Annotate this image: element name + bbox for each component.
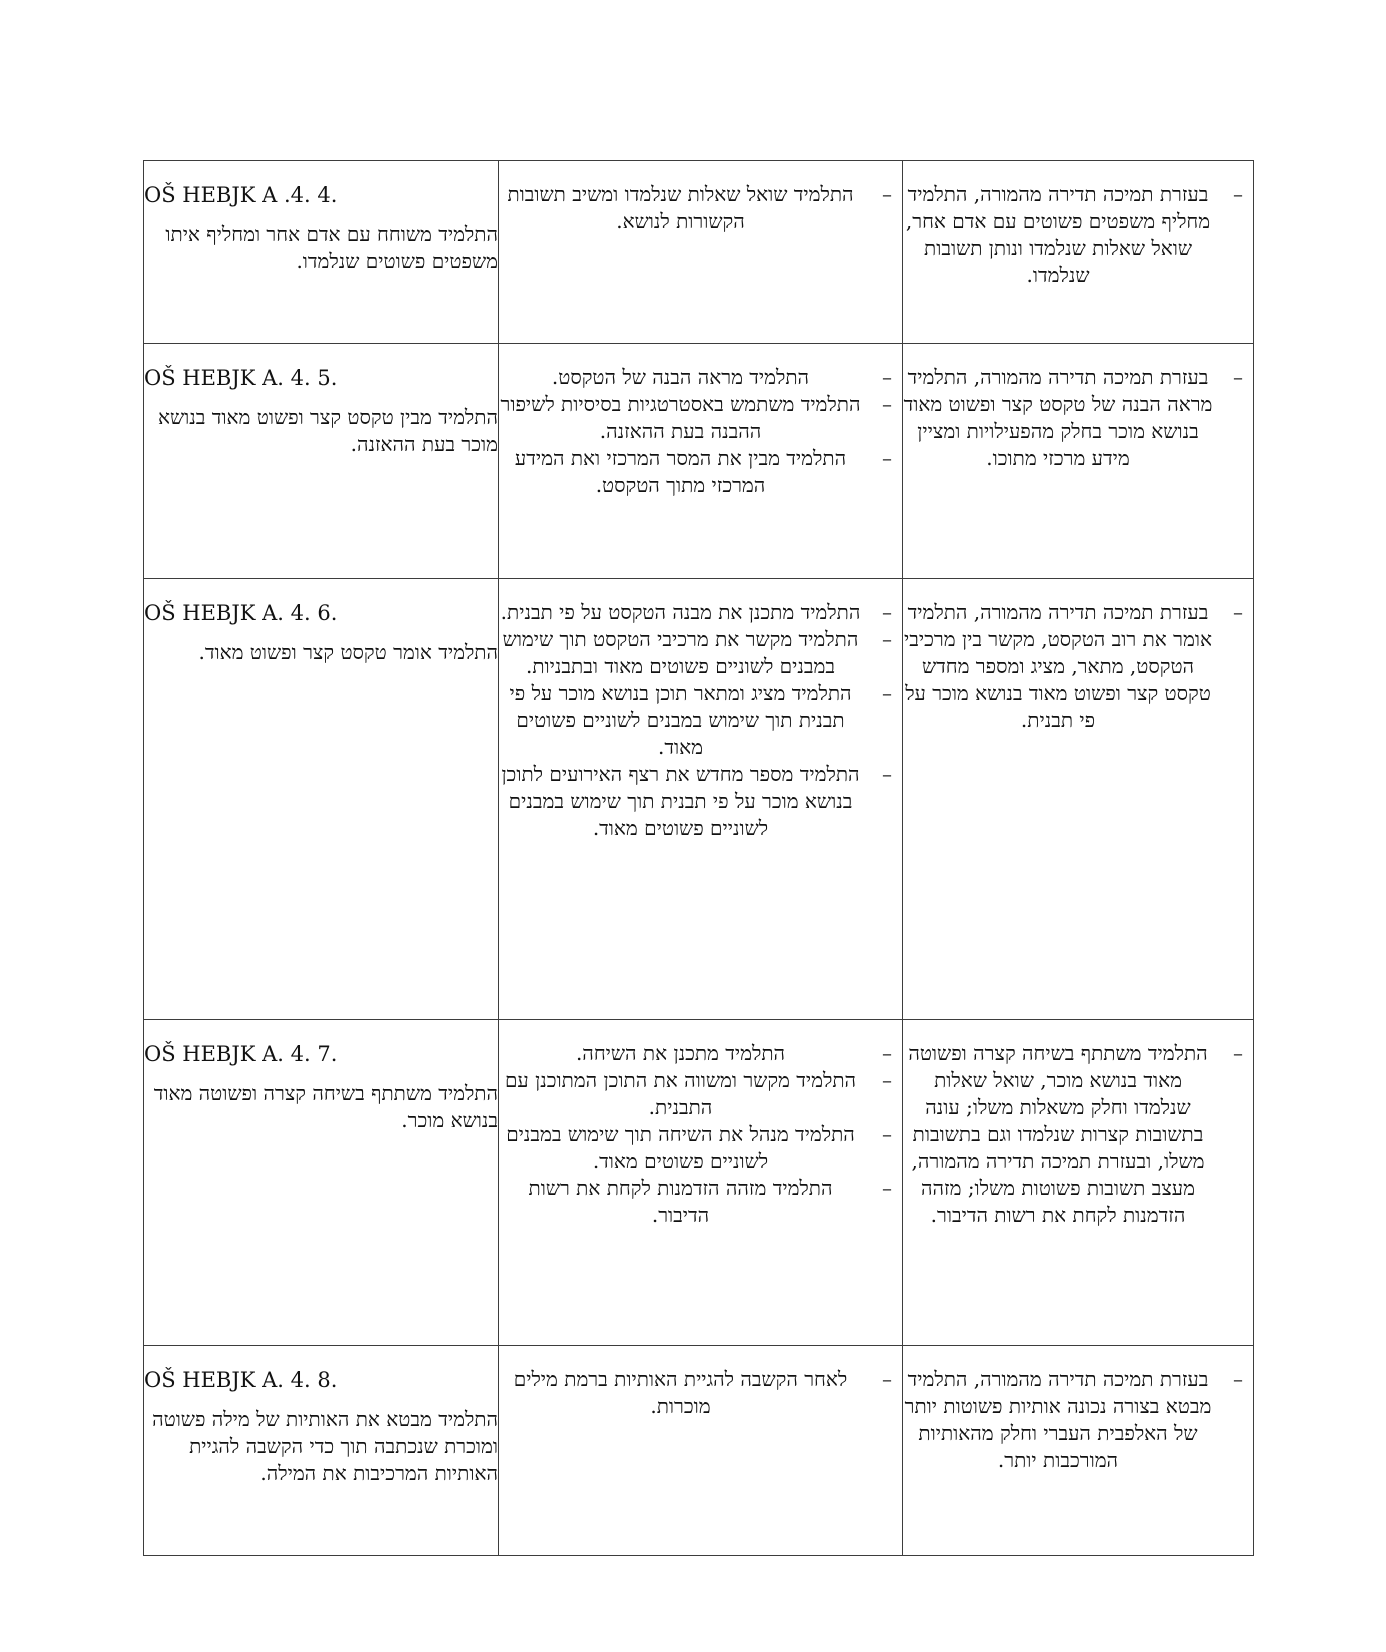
list-item-text: התלמיד משתמש באסטרטגיות בסיסיות לשיפור ההבנה בעת ההאזנה.	[500, 392, 861, 443]
list-item	[499, 1121, 902, 1175]
standard-description: התלמיד אומר טקסט קצר ופשוט מאוד.	[198, 640, 498, 664]
standard-description: התלמיד מבטא את האותיות של מילה פשוטה ומוכרת שנכתבה תוך כדי הקשבה להגיית האותיות המרכיבות את המילה.	[152, 1407, 498, 1485]
outcomes-cell	[499, 1346, 903, 1556]
list-item	[903, 181, 1253, 289]
standard-description: התלמיד מבין טקסט קצר ופשוט מאוד בנושא מוכר בעת ההאזנה.	[158, 405, 498, 456]
list-item	[903, 1366, 1253, 1474]
list-item-text: התלמיד מקשר ומשווה את התוכן המתוכנן עם התבנית.	[504, 1068, 857, 1119]
outcomes-cell	[499, 579, 903, 1020]
list-item	[499, 1040, 902, 1067]
table-body	[144, 161, 1254, 1556]
standard-code: OŠ HEBJK A. 4. 7.	[144, 1042, 338, 1066]
dash-bullet-marker: –	[882, 392, 892, 416]
dash-bullet-marker: –	[1233, 182, 1243, 206]
dash-bullet-marker: –	[882, 182, 892, 206]
list-item	[499, 761, 902, 842]
curriculum-standards-table	[143, 160, 1254, 1556]
standard-description: התלמיד משתתף בשיחה קצרה ופשוטה מאוד בנושא מוכר.	[153, 1081, 498, 1132]
table-row	[144, 344, 1254, 579]
minimal-standard-cell	[903, 1020, 1254, 1346]
standard-description: התלמיד משוחח עם אדם אחר ומחליף איתו משפטים פשוטים שנלמדו.	[165, 222, 498, 273]
list-item-text: התלמיד מקשר את מרכיבי הטקסט תוך שימוש במבנים לשוניים פשוטים מאוד ובתבניות.	[502, 627, 859, 678]
list-item	[903, 599, 1253, 734]
standard-code: OŠ HEBJK A. 4. 5.	[144, 366, 338, 390]
list-item-text: התלמיד מנהל את השיחה תוך שימוש במבנים לשוניים פשוטים מאוד.	[506, 1122, 855, 1173]
minimal-standard-cell	[903, 579, 1254, 1020]
minimal-standard-cell	[903, 344, 1254, 579]
list-item-text: בעזרת תמיכה תדירה מהמורה, התלמיד מבטא בצורה נכונה אותיות פשוטות יותר של האלפבית העברי וחלק מהאותיות המורכבות יותר.	[904, 1367, 1212, 1472]
standard-cell	[144, 344, 499, 579]
standard-code: OŠ HEBJK A. 4. 6.	[144, 601, 338, 625]
table-row	[144, 1346, 1254, 1556]
list-item	[499, 599, 902, 626]
list-item-text: בעזרת תמיכה תדירה מהמורה, התלמיד אומר את רוב הטקסט, מקשר בין מרכיבי הטקסט, מתאר, מציג ומספר מחדש טקסט קצר ופשוט מאוד בנושא מוכר על פי תבנית.	[904, 600, 1212, 732]
dash-bullet-marker: –	[1233, 365, 1243, 389]
list-item	[499, 1175, 902, 1229]
list-item	[499, 391, 902, 445]
list-item-text: בעזרת תמיכה תדירה מהמורה, התלמיד מחליף משפטים פשוטים עם אדם אחר, שואל שאלות שנלמדו ונותן תשובות שנלמדו.	[905, 182, 1211, 287]
minimal-standard-cell	[903, 161, 1254, 344]
list-item-text: התלמיד מתכנן את מבנה הטקסט על פי תבנית.	[500, 600, 861, 624]
list-item-text: בעזרת תמיכה תדירה מהמורה, התלמיד מראה הבנה של טקסט קצר ופשוט מאוד בנושא מוכר בחלק מהפעילויות ומציין מידע מרכזי מתוכו.	[903, 365, 1213, 470]
list-item-text: התלמיד מספר מחדש את רצף האירועים לתוכן בנושא מוכר על פי תבנית תוך שימוש במבנים לשוניים פשוטים מאוד.	[501, 762, 860, 840]
table-row	[144, 161, 1254, 344]
standard-cell	[144, 579, 499, 1020]
dash-bullet-marker: –	[882, 1041, 892, 1065]
dash-bullet-marker: –	[882, 365, 892, 389]
list-item-text: לאחר הקשבה להגיית האותיות ברמת מילים מוכרות.	[513, 1367, 848, 1418]
dash-bullet-marker: –	[882, 446, 892, 470]
dash-bullet-marker: –	[882, 1176, 892, 1200]
standard-cell	[144, 161, 499, 344]
list-item-text: התלמיד מראה הבנה של הטקסט.	[551, 365, 810, 389]
standard-cell	[144, 1020, 499, 1346]
list-item	[499, 626, 902, 680]
dash-bullet-marker: –	[1233, 1367, 1243, 1391]
list-item	[903, 364, 1253, 472]
list-item	[499, 364, 902, 391]
standard-code: OŠ HEBJK A. 4. 8.	[144, 1368, 338, 1392]
list-item	[499, 680, 902, 761]
list-item	[903, 1040, 1253, 1229]
minimal-standard-cell	[903, 1346, 1254, 1556]
list-item-text: התלמיד משתתף בשיחה קצרה ופשוטה מאוד בנושא מוכר, שואל שאלות שנלמדו וחלק משאלות משלו; עונה בתשובות קצרות שנלמדו וגם בתשובות משלו, ובעזרת תמיכה תדירה מהמורה, מעצב תשובות פשוטות משלו; מזהה הזדמנות לקחת את רשות הדיבור.	[908, 1041, 1208, 1227]
list-item	[499, 445, 902, 499]
dash-bullet-marker: –	[1233, 600, 1243, 624]
list-item-text: התלמיד מתכנן את השיחה.	[575, 1041, 786, 1065]
standard-cell	[144, 1346, 499, 1556]
outcomes-cell	[499, 1020, 903, 1346]
dash-bullet-marker: –	[1233, 1041, 1243, 1065]
standard-code: OŠ HEBJK A .4. 4.	[144, 183, 338, 207]
dash-bullet-marker: –	[882, 1122, 892, 1146]
dash-bullet-marker: –	[882, 681, 892, 705]
list-item-text: התלמיד שואל שאלות שנלמדו ומשיב תשובות הקשורות לנושא.	[507, 182, 854, 233]
list-item	[499, 1067, 902, 1121]
dash-bullet-marker: –	[882, 600, 892, 624]
list-item	[499, 181, 902, 235]
list-item	[499, 1366, 902, 1420]
outcomes-cell	[499, 161, 903, 344]
list-item-text: התלמיד מזהה הזדמנות לקחת את רשות הדיבור.	[528, 1176, 833, 1227]
table-row	[144, 1020, 1254, 1346]
dash-bullet-marker: –	[882, 1068, 892, 1092]
table-row	[144, 579, 1254, 1020]
dash-bullet-marker: –	[882, 762, 892, 786]
list-item-text: התלמיד מבין את המסר המרכזי ואת המידע המרכזי מתוך הטקסט.	[514, 446, 847, 497]
dash-bullet-marker: –	[882, 1367, 892, 1391]
dash-bullet-marker: –	[882, 627, 892, 651]
list-item-text: התלמיד מציג ומתאר תוכן בנושא מוכר על פי תבנית תוך שימוש במבנים לשוניים פשוטים מאוד.	[509, 681, 852, 759]
outcomes-cell	[499, 344, 903, 579]
